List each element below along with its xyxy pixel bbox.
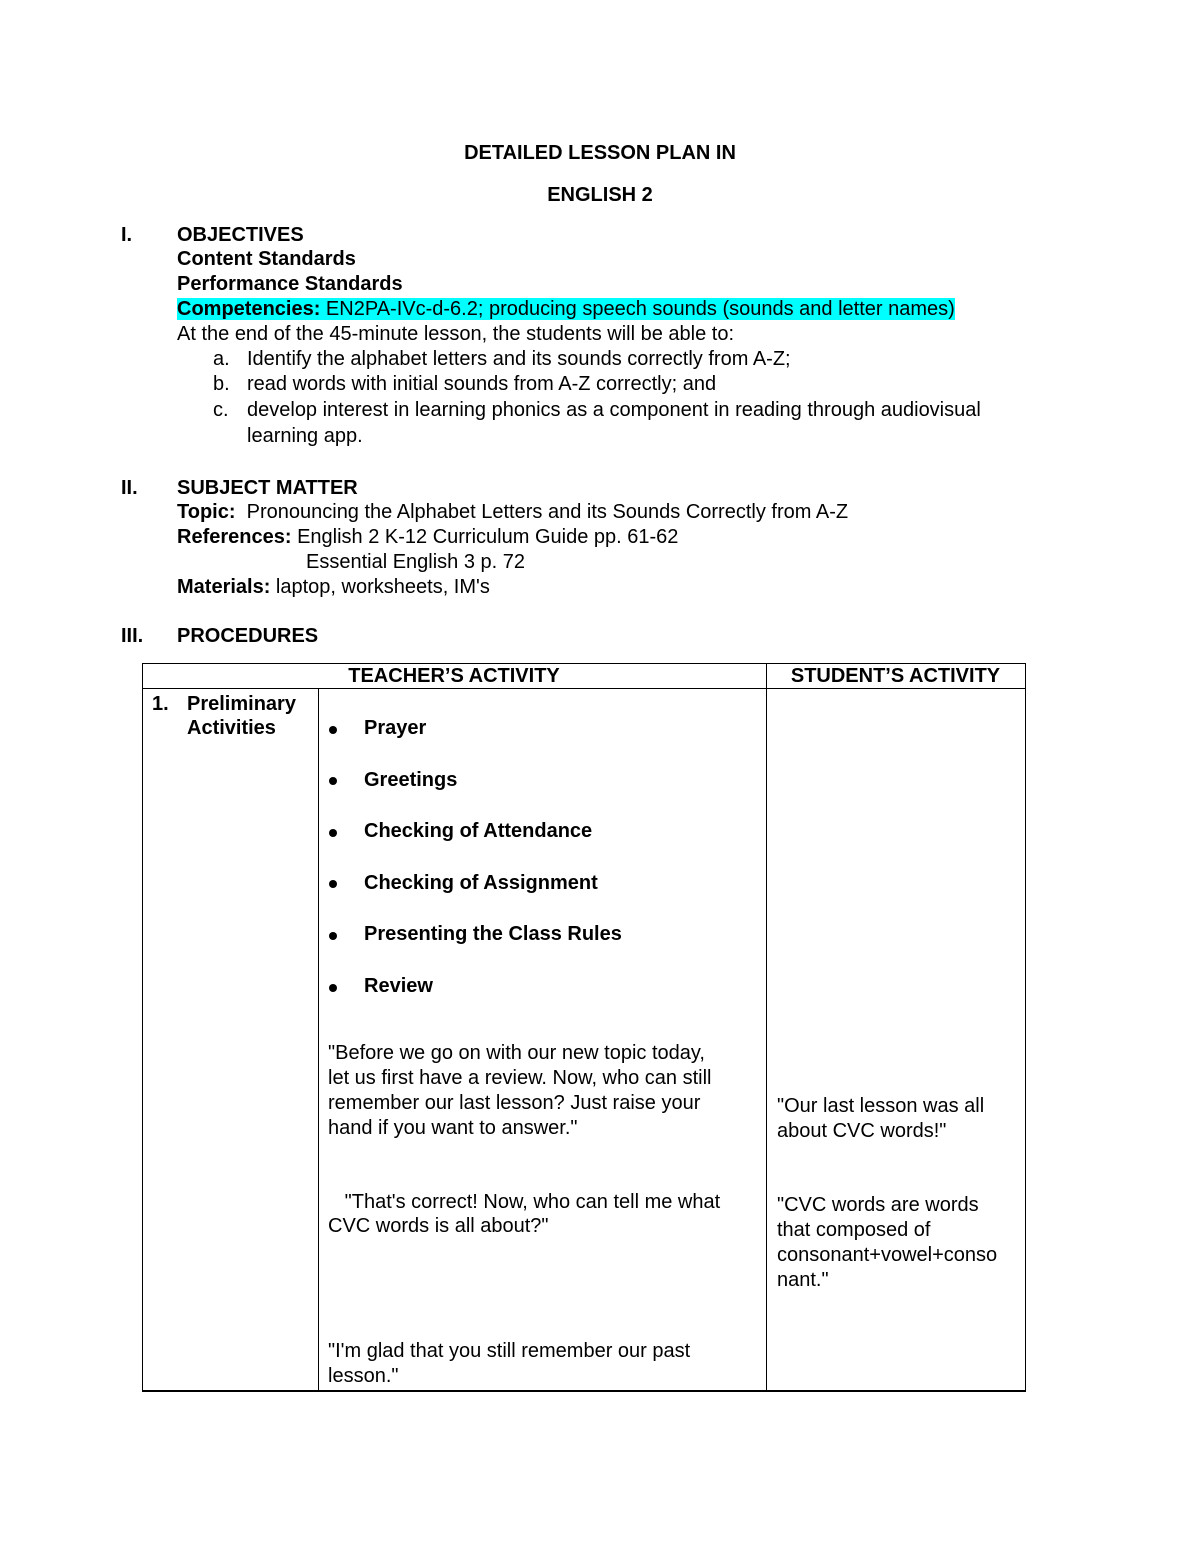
table-col1-divider [318, 688, 319, 1392]
topic-value: Pronouncing the Alphabet Letters and its Sounds Correctly from A-Z [235, 501, 849, 523]
bullet-review: Review [364, 975, 433, 997]
header-teacher-activity: TEACHER’S ACTIVITY [348, 665, 560, 687]
section-title-line2: Activities [187, 717, 276, 739]
objective-c-text: develop interest in learning phonics as a component in reading through audiovisual [247, 399, 981, 421]
section-title-line1: Preliminary [187, 693, 296, 715]
objective-b-letter: b. [213, 373, 230, 395]
topic-label: Topic: [177, 501, 236, 523]
content-standards-label: Content Standards [177, 248, 356, 270]
header-student-activity: STUDENT’S ACTIVITY [790, 665, 1001, 687]
teacher-review-p1-line1: "Before we go on with our new topic today, [328, 1042, 705, 1064]
references-value-2: Essential English 3 p. 72 [306, 551, 526, 573]
table-col2-divider [766, 663, 767, 1392]
bullet-prayer: Prayer [364, 717, 427, 739]
table-left-border [142, 663, 143, 1392]
objective-a-text: Identify the alphabet letters and its sounds correctly from A-Z; [247, 348, 791, 370]
procedures-number: III. [121, 625, 144, 647]
procedures-heading: PROCEDURES [177, 625, 319, 647]
teacher-review-p3-line1: "I'm glad that you still remember our past [328, 1340, 691, 1362]
bullet-icon [329, 777, 337, 785]
student-answer-2-line2: that composed of [777, 1219, 931, 1241]
competencies-line [177, 297, 955, 322]
bullet-class-rules: Presenting the Class Rules [364, 923, 622, 945]
bullet-icon [329, 726, 337, 734]
objectives-heading: OBJECTIVES [177, 224, 304, 246]
doc-title-line2: ENGLISH 2 [547, 184, 653, 206]
student-answer-1-line2: about CVC words!" [777, 1120, 947, 1142]
bullet-assignment: Checking of Assignment [364, 872, 598, 894]
bullet-attendance: Checking of Attendance [364, 820, 593, 842]
teacher-review-p2-line1: "That's correct! Now, who can tell me what [328, 1191, 721, 1213]
bullet-greetings: Greetings [364, 769, 458, 791]
subject-matter-number: II. [121, 477, 138, 499]
teacher-review-p1-line4: hand if you want to answer." [328, 1117, 578, 1139]
bullet-icon [329, 880, 337, 888]
student-answer-2-line1: "CVC words are words [777, 1194, 979, 1216]
objective-a-letter: a. [213, 348, 230, 370]
student-answer-2-line4: nant." [777, 1269, 829, 1291]
materials-label: Materials: [177, 576, 271, 598]
procedures-table [142, 663, 1026, 1391]
references-label: References: [177, 526, 292, 548]
bullet-icon [329, 984, 337, 992]
teacher-review-p3-line2: lesson." [328, 1365, 399, 1387]
bullet-icon [329, 829, 337, 837]
subject-matter-heading: SUBJECT MATTER [177, 477, 358, 499]
teacher-review-p1-line3: remember our last lesson? Just raise your [328, 1092, 701, 1114]
bullet-icon [329, 932, 337, 940]
objective-c-letter: c. [213, 399, 229, 421]
section-number: 1. [152, 693, 169, 715]
teacher-review-p2-line2: CVC words is all about?" [328, 1215, 549, 1237]
performance-standards-label: Performance Standards [177, 273, 403, 295]
topic-line [177, 500, 848, 525]
teacher-review-p1-line2: let us first have a review. Now, who can still [328, 1067, 712, 1089]
competencies-value: EN2PA-IVc-d-6.2; producing speech sounds (sounds and letter names) [320, 298, 955, 320]
competencies-label: Competencies: [177, 298, 321, 320]
student-answer-1-line1: "Our last lesson was all [777, 1095, 985, 1117]
materials-line [177, 575, 490, 600]
objectives-intro: At the end of the 45-minute lesson, the students will be able to: [177, 323, 735, 345]
objectives-number: I. [121, 224, 133, 246]
references-value-1: English 2 K-12 Curriculum Guide pp. 61-62 [291, 526, 679, 548]
objective-c-text-cont: learning app. [247, 425, 363, 447]
table-bottom-border [142, 1390, 1026, 1392]
objective-b-text: read words with initial sounds from A-Z correctly; and [247, 373, 717, 395]
table-right-border [1025, 663, 1026, 1392]
doc-title-line1: DETAILED LESSON PLAN IN [464, 142, 736, 164]
materials-value: laptop, worksheets, IM's [270, 576, 490, 598]
student-answer-2-line3: consonant+vowel+conso [777, 1244, 998, 1266]
references-line [177, 525, 678, 550]
